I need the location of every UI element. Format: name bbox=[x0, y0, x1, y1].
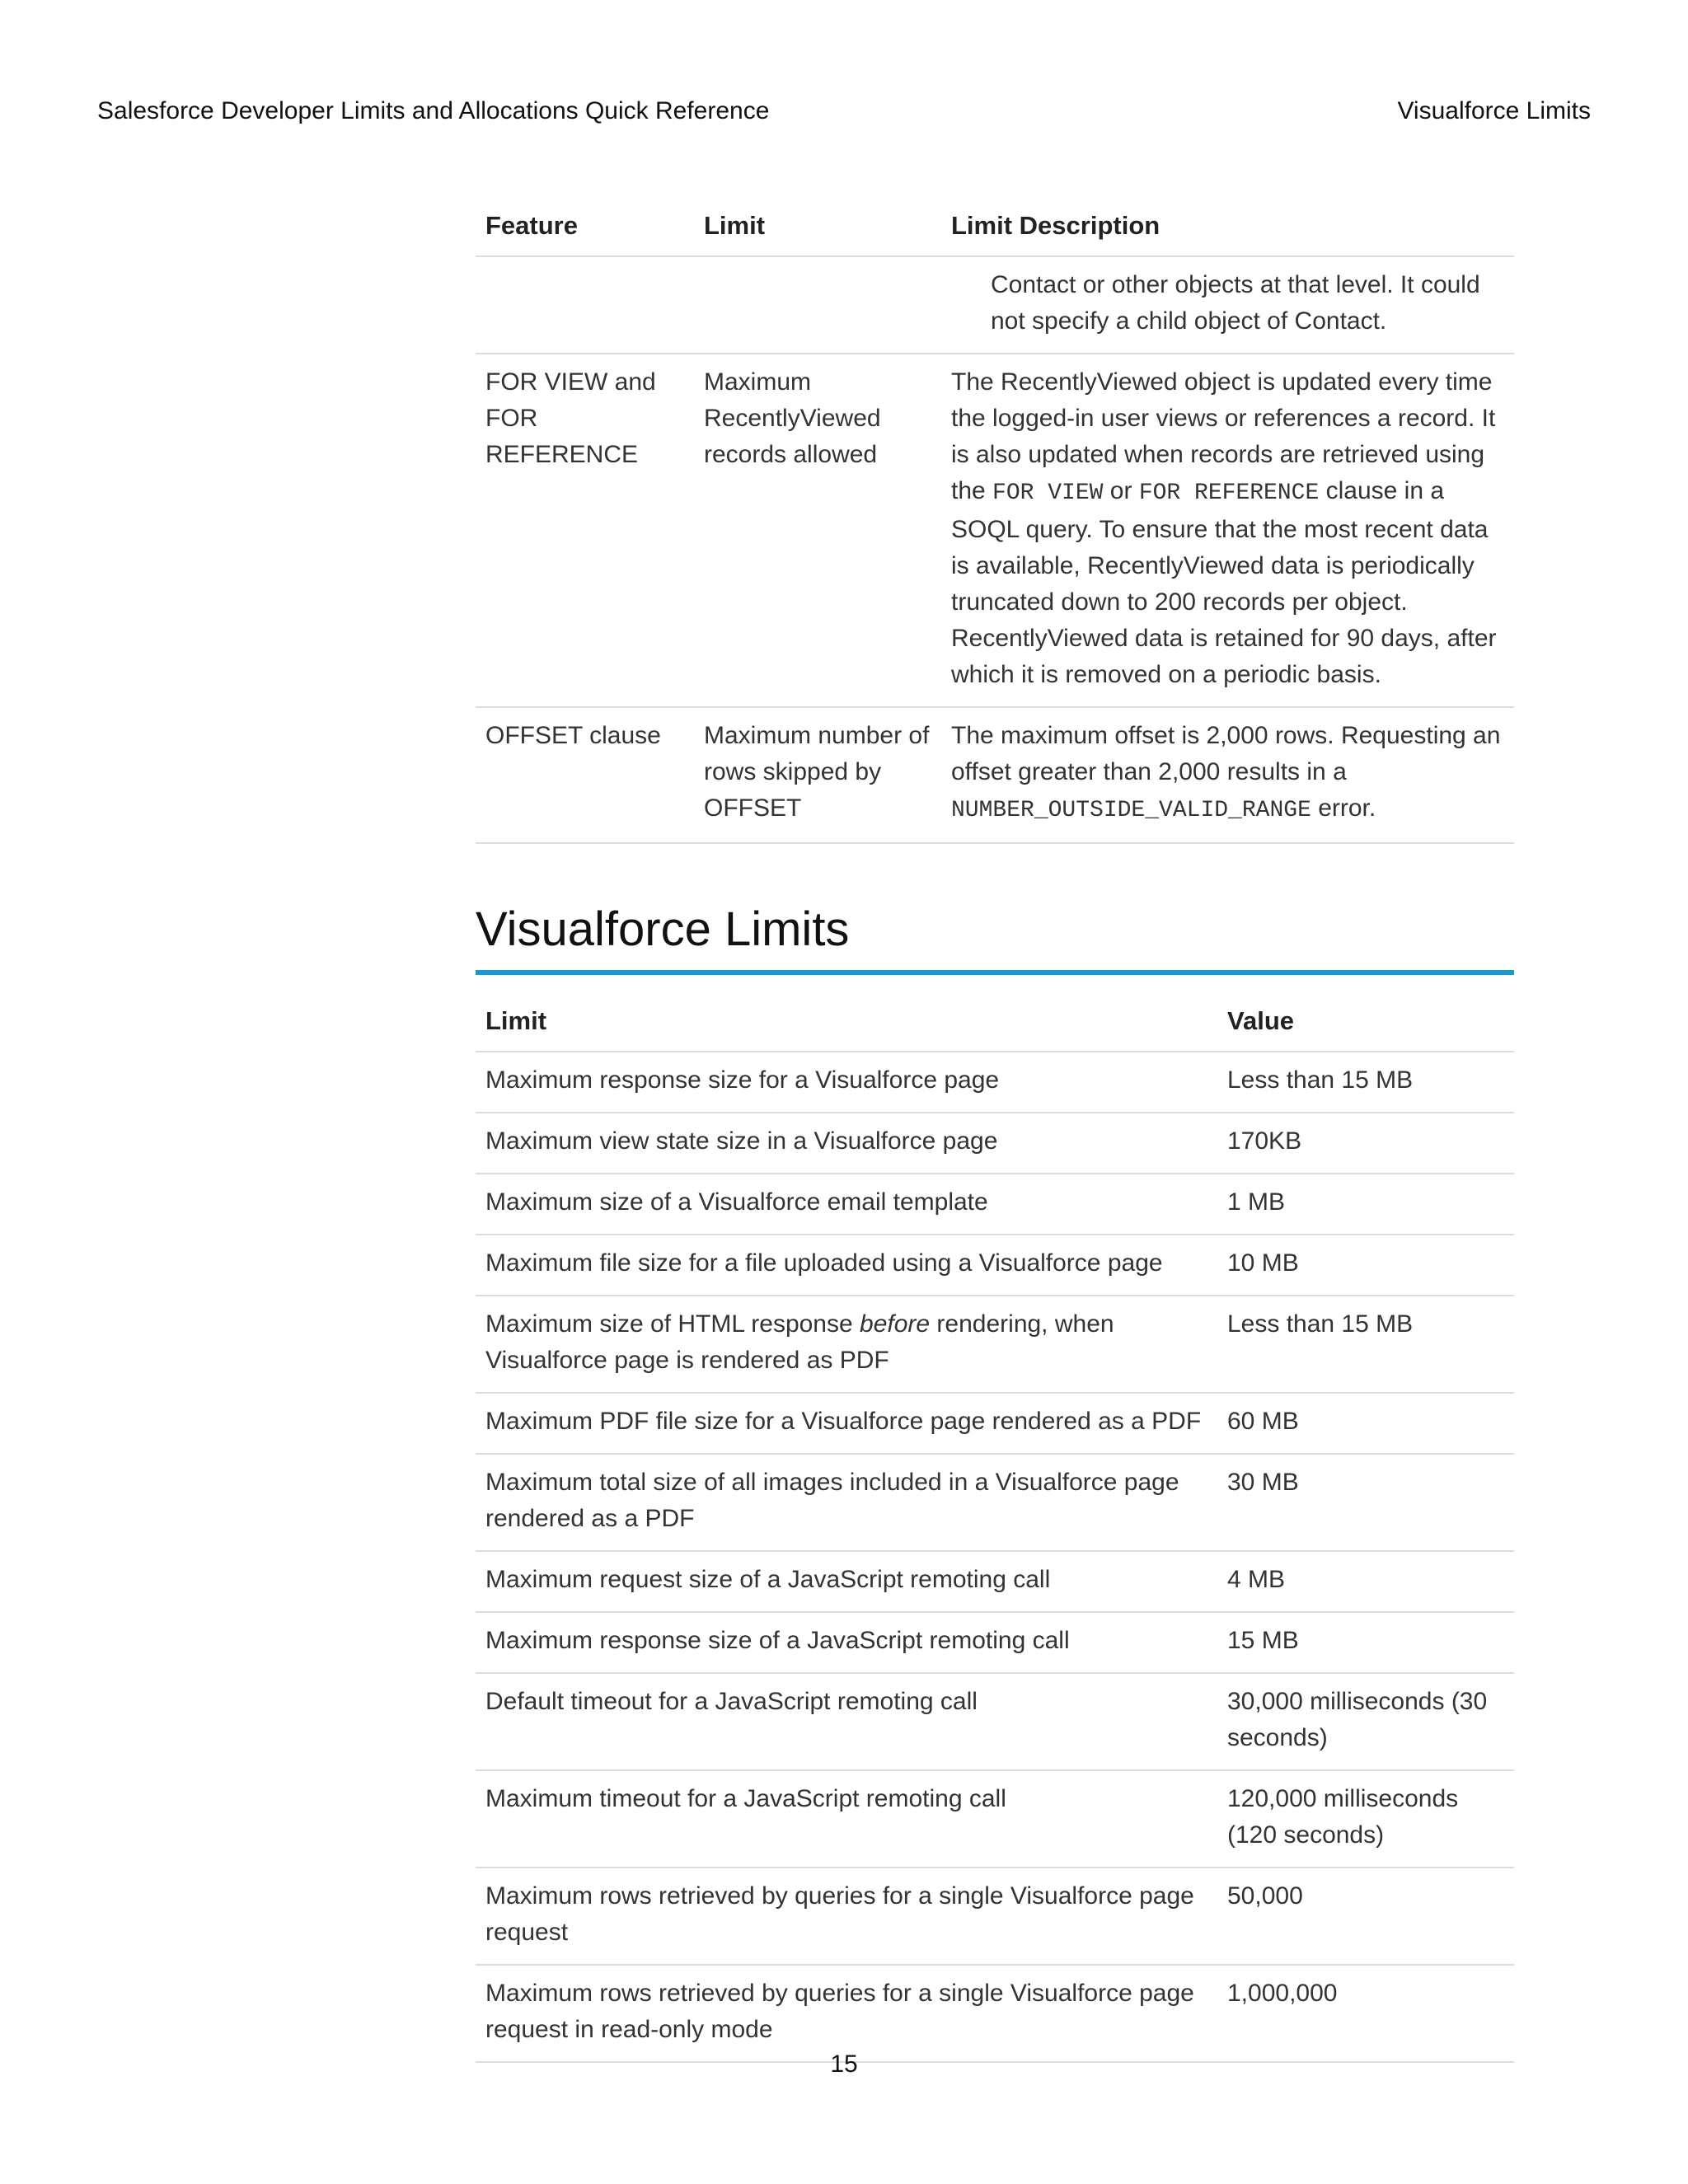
section-header: Visualforce Limits bbox=[1397, 97, 1591, 124]
page-number: 15 bbox=[830, 2050, 858, 2078]
limit-emphasis: before bbox=[860, 1310, 931, 1338]
description-text: or bbox=[1103, 477, 1139, 504]
limit-cell: Maximum RecentlyViewed records allowed bbox=[694, 354, 941, 707]
table-row bbox=[476, 1052, 1514, 1113]
limit-cell: Maximum timeout for a JavaScript remoting call bbox=[476, 1770, 1217, 1868]
value-cell: 120,000 milliseconds (120 seconds) bbox=[1217, 1770, 1514, 1868]
table-row bbox=[476, 1551, 1514, 1612]
value-cell: 30,000 milliseconds (30 seconds) bbox=[1217, 1673, 1514, 1770]
limit-cell bbox=[694, 256, 941, 354]
visualforce-limits-table bbox=[476, 1000, 1514, 2063]
limit-cell: Maximum view state size in a Visualforce page bbox=[476, 1113, 1217, 1174]
value-cell: 4 MB bbox=[1217, 1551, 1514, 1612]
code-for-view: FOR VIEW bbox=[992, 480, 1104, 506]
value-cell: 15 MB bbox=[1217, 1612, 1514, 1673]
column-header-limit-description: Limit Description bbox=[941, 204, 1514, 256]
limit-text: rendering, when Visualforce page is rendered as PDF bbox=[485, 1310, 1114, 1374]
description-text: error. bbox=[1311, 794, 1376, 822]
table-header-row bbox=[476, 204, 1514, 256]
limit-cell: Maximum response size of a JavaScript remoting call bbox=[476, 1612, 1217, 1673]
value-cell: 50,000 bbox=[1217, 1868, 1514, 1965]
value-cell: 30 MB bbox=[1217, 1454, 1514, 1551]
table-row bbox=[476, 1393, 1514, 1454]
section-title: Visualforce Limits bbox=[476, 902, 1514, 975]
limit-cell: Default timeout for a JavaScript remoting call bbox=[476, 1673, 1217, 1770]
table-row bbox=[476, 1673, 1514, 1770]
limit-cell: Maximum rows retrieved by queries for a single Visualforce page request in read-only mode bbox=[476, 1965, 1217, 2062]
limit-cell: Maximum size of a Visualforce email template bbox=[476, 1174, 1217, 1235]
value-cell: Less than 15 MB bbox=[1217, 1052, 1514, 1113]
table-row bbox=[476, 1965, 1514, 2062]
document-title: Salesforce Developer Limits and Allocations Quick Reference bbox=[97, 97, 770, 124]
value-cell: 60 MB bbox=[1217, 1393, 1514, 1454]
limit-cell: Maximum number of rows skipped by OFFSET bbox=[694, 707, 941, 843]
table-row bbox=[476, 1454, 1514, 1551]
description-cell bbox=[941, 354, 1514, 707]
value-cell: 1,000,000 bbox=[1217, 1965, 1514, 2062]
table-header-row bbox=[476, 1000, 1514, 1052]
feature-cell bbox=[476, 256, 694, 354]
description-text: The maximum offset is 2,000 rows. Requesting an offset greater than 2,000 results in a bbox=[951, 722, 1501, 785]
table-row bbox=[476, 354, 1514, 707]
description-text: Contact or other objects at that level. It could not specify a child object of Contact. bbox=[991, 271, 1480, 335]
description-text: clause in a SOQL query. To ensure that the most recent data is available, RecentlyViewed data is periodically truncated down to 200 records per object. RecentlyViewed data is retained for 90 days, after which it is removed on a periodic basis. bbox=[951, 477, 1497, 688]
limit-cell: Maximum total size of all images included in a Visualforce page rendered as a PDF bbox=[476, 1454, 1217, 1551]
table-row bbox=[476, 256, 1514, 354]
description-cell bbox=[941, 256, 1514, 354]
column-header-limit: Limit bbox=[694, 204, 941, 256]
table-row bbox=[476, 1296, 1514, 1393]
table-row bbox=[476, 1113, 1514, 1174]
running-header bbox=[97, 97, 1591, 125]
value-cell: 10 MB bbox=[1217, 1235, 1514, 1296]
column-header-value: Value bbox=[1217, 1000, 1514, 1052]
table-row bbox=[476, 1770, 1514, 1868]
limit-cell: Maximum request size of a JavaScript remoting call bbox=[476, 1551, 1217, 1612]
description-text: The RecentlyViewed object is updated every time the logged-in user views or references a record. It is also updated when records are retrieved using the bbox=[951, 368, 1496, 504]
limit-cell bbox=[476, 1296, 1217, 1393]
soql-limits-table bbox=[476, 204, 1514, 844]
description-cell bbox=[941, 707, 1514, 843]
table-row bbox=[476, 1235, 1514, 1296]
limit-cell: Maximum PDF file size for a Visualforce page rendered as a PDF bbox=[476, 1393, 1217, 1454]
column-header-limit: Limit bbox=[476, 1000, 1217, 1052]
table-row bbox=[476, 1174, 1514, 1235]
limit-cell: Maximum rows retrieved by queries for a single Visualforce page request bbox=[476, 1868, 1217, 1965]
page-content bbox=[476, 204, 1514, 2063]
column-header-feature: Feature bbox=[476, 204, 694, 256]
table-row bbox=[476, 1868, 1514, 1965]
limit-cell: Maximum response size for a Visualforce page bbox=[476, 1052, 1217, 1113]
feature-cell: OFFSET clause bbox=[476, 707, 694, 843]
value-cell: Less than 15 MB bbox=[1217, 1296, 1514, 1393]
value-cell: 170KB bbox=[1217, 1113, 1514, 1174]
value-cell: 1 MB bbox=[1217, 1174, 1514, 1235]
feature-cell: FOR VIEW and FOR REFERENCE bbox=[476, 354, 694, 707]
limit-text: Maximum size of HTML response bbox=[485, 1310, 860, 1338]
table-row bbox=[476, 707, 1514, 843]
code-for-reference: FOR REFERENCE bbox=[1138, 480, 1320, 506]
table-row bbox=[476, 1612, 1514, 1673]
limit-cell: Maximum file size for a file uploaded using a Visualforce page bbox=[476, 1235, 1217, 1296]
code-error-name: NUMBER_OUTSIDE_VALID_RANGE bbox=[951, 798, 1311, 823]
